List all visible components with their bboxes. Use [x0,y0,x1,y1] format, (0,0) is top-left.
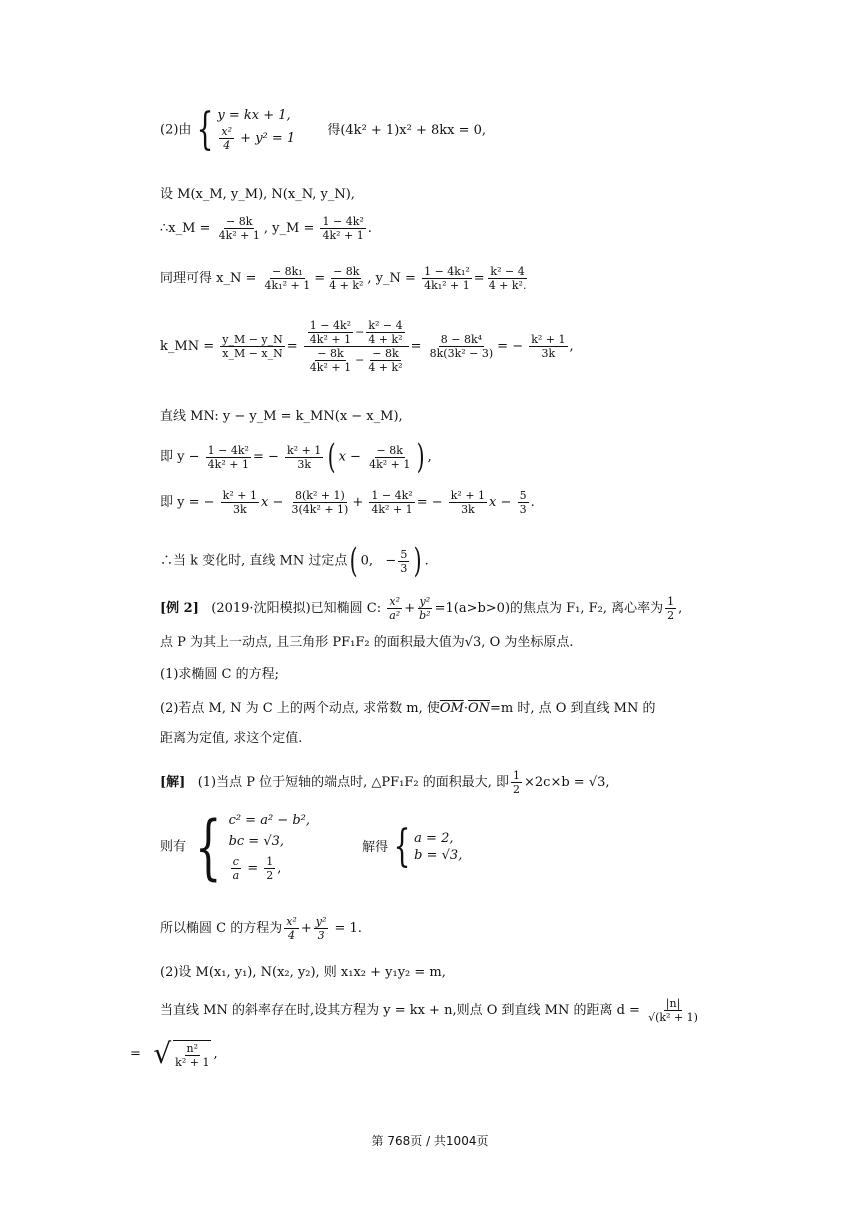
ie1: 即 y − $\frac{\text{1 − 4k²}}{\text{4k² + 1}}$ = − $\frac{\text{k² + 1}}{3k}$ ( x − $\frac{- 8k}{\text{4k² + 1}}$ ) , [160,437,432,477]
system-abc: 则有 { c² = a² − b², bc = √3, $\frac{c}{a}$ = $\frac{1}{2}$ , 解得 { a = 2, b = √3, [160,806,463,888]
distance-line: 当直线 MN 的斜率存在时,设其方程为 y = kx + n,则点 O 到直线 MN 的距离 d = $\frac{|n|}{\text{√(k² + 1)}}$ [160,997,698,1024]
question2-line1: (2)若点 M, N 为 C 上的两个动点, 求常数 m, 使$\overline{OM}\cdot\overline{ON}=m$ 时, 点 O 到直线 MN 的 [160,701,656,716]
xm-ym: ∴x_M = $\frac{- 8k}{\text{4k² + 1}}$ , y_M = $\frac{\text{1 − 4k²}}{\text{4k² + 1}}$ . [160,215,372,242]
ie2: 即 y = − $\frac{\text{k² + 1}}{3k}$ x − $\frac{\text{8(k² + 1)}}{\text{3(4k² + 1)}}$ + $\frac{\text{1 − 4k²}}{\text{4k² + 1}}$ = − $\frac{\text{k² + 1}}{3k}$ x − $\frac{5}{3}$ . [160,489,535,516]
sys-eq2: + y² = 1 [236,131,296,146]
conclusion: ∴当 k 变化时, 直线 MN 过定点( 0, − $\frac{5}{3}$ ) . [160,541,429,581]
part2-system: (2)由 { y = kx + 1, $\frac{\text{x²}}{4}$ + y² = 1 得(4k² + 1)x² + 8kx = 0, [160,104,487,155]
example-tag: [例 2] [160,601,199,616]
question1: (1)求椭圆 C 的方程; [160,667,280,682]
example2-line1: [例 2] (2019·沈阳模拟)已知椭圆 C: $\frac{\text{x²}}{\text{a²}}$ + $\frac{\text{y²}}{\text{b²}}$ =1(a>b>0)的焦点为 F₁, F₂, 离心率为 $\frac{1}{2}$ , [160,595,683,622]
ellipse-equation: 所以椭圆 C 的方程为 $\frac{\text{x²}}{4}$ + $\frac{\text{y²}}{3}$ = 1. [160,915,362,942]
question2-line2: 距离为定值, 求这个定值. [160,731,303,746]
distance-simplified: = √ $\frac{\text{n²}}{\text{k² + 1}}$ , [130,1037,218,1070]
part2-label: (2)由 [160,122,192,138]
set-points: (2)设 M(x₁, y₁), N(x₂, y₂), 则 x₁x₂ + y₁y₂ = m, [160,965,446,980]
solution-tag: [解] [160,775,186,790]
sys-eq1: y = kx + 1, [217,108,291,123]
example-source: (2019·沈阳模拟) [211,601,311,616]
page-footer: 第 768页 / 共1004页 [371,1134,489,1148]
xn-yn: 同理可得 x_N = $\frac{\text{− 8k₁}}{\text{4k₁² + 1}}$ = $\frac{- 8k}{\text{4 + k²}}$ , y_N = $\frac{\text{1 − 4k₁²}}{\text{4k₁² + 1}}$ = $\frac{\text{k² − 4}}{\text{4 + k².}}$ [160,265,527,292]
line-mn: 直线 MN: y − y_M = k_MN(x − x_M), [160,409,403,424]
solution-line1: [解] (1)当点 P 位于短轴的端点时, △PF₁F₂ 的面积最大, 即 $\frac{1}{2}$ ×2c×b = √3, [160,769,610,796]
part2-result: 得(4k² + 1)x² + 8kx = 0, [327,122,487,138]
kmn: k_MN = $\frac{y\_M - y\_N}{x\_M - x\_N}$ = $\frac{\text{1 − 4k²}}{\text{4k² + 1}}$ − $\frac{\text{k² − 4}}{\text{4 + k²}}$ $\frac{- 8k}{\text{4k² + 1}}$ − $\frac{- 8k}{\text{4 + k²}}$ = $\frac{\text{8 − 8k⁴}}{\text{8k(3k² − 3)}}$ = − $\frac{\text{k² + 1}}{3k}$ , [160,319,574,374]
example2-line2: 点 P 为其上一动点, 且三角形 PF₁F₂ 的面积最大值为√3, O 为坐标原点. [160,635,574,650]
set-mn: 设 M(x_M, y_M), N(x_N, y_N), [160,187,355,202]
